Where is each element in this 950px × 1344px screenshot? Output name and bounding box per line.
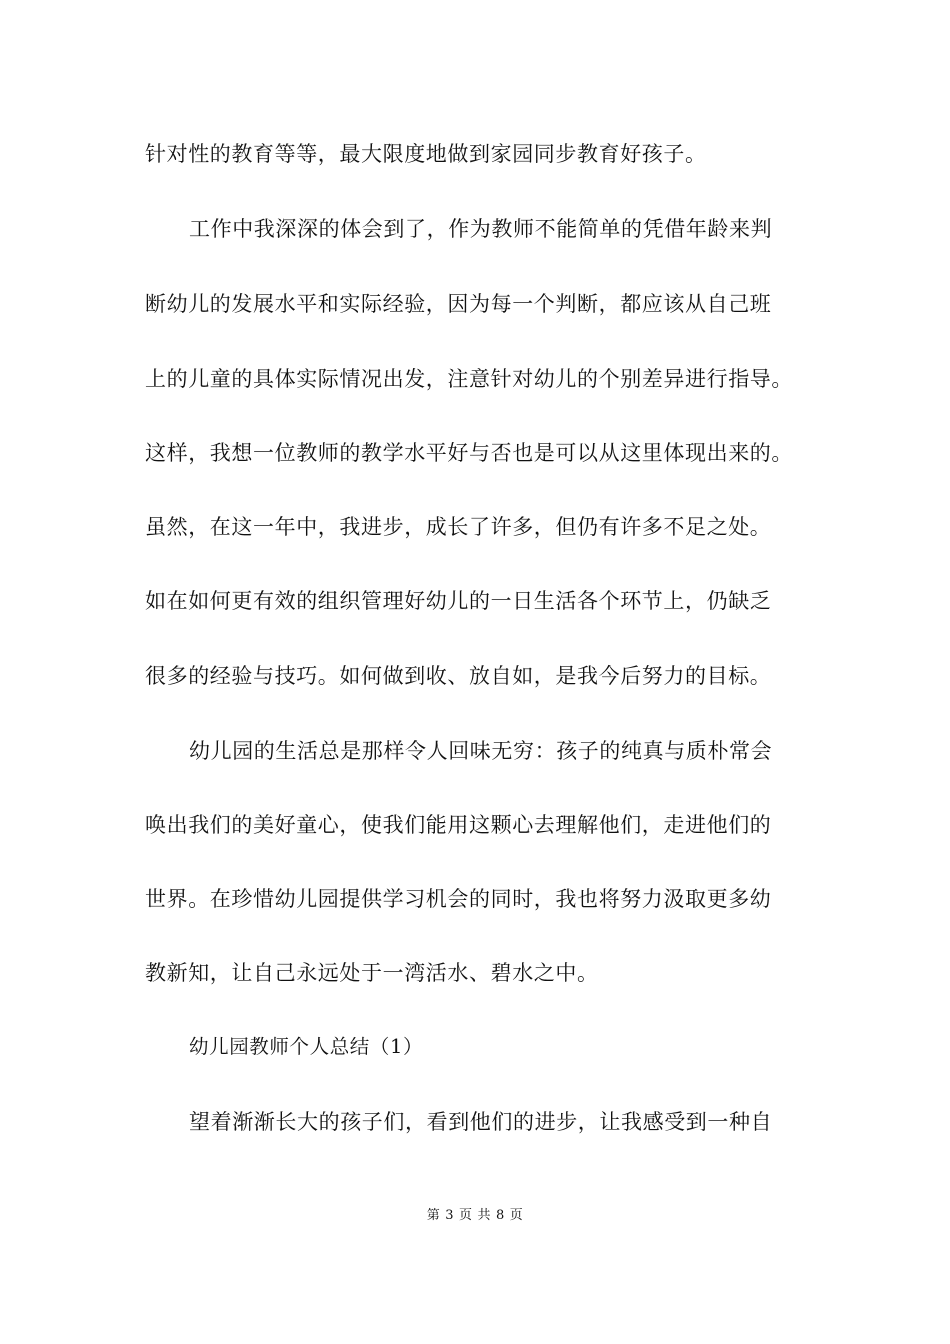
body-text-line: 上的儿童的具体实际情况出发，注意针对幼儿的个别差异进行指导。 <box>145 367 793 391</box>
footer-total-pages: 8 <box>496 1208 505 1223</box>
paragraph-first-line: 工作中我深深的体会到了，作为教师不能简单的凭借年龄来判 <box>189 217 773 241</box>
body-text-line: 针对性的教育等等，最大限度地做到家园同步教育好孩子。 <box>145 142 707 166</box>
body-text-line: 很多的经验与技巧。如何做到收、放自如，是我今后努力的目标。 <box>145 664 772 688</box>
body-text-line: 世界。在珍惜幼儿园提供学习机会的同时，我也将努力汲取更多幼 <box>145 887 772 911</box>
body-text-line: 教新知，让自己永远处于一湾活水、碧水之中。 <box>145 961 599 985</box>
body-text-line: 如在如何更有效的组织管理好幼儿的一日生活各个环节上，仍缺乏 <box>145 589 772 613</box>
section-heading: 幼儿园教师个人总结（1） <box>189 1035 424 1058</box>
footer-total-unit: 页 <box>509 1208 524 1223</box>
body-text-line: 这样，我想一位教师的教学水平好与否也是可以从这里体现出来的。 <box>145 441 793 465</box>
body-text-line: 虽然，在这一年中，我进步，成长了许多，但仍有许多不足之处。 <box>145 515 772 539</box>
footer-current-page: 3 <box>445 1208 454 1223</box>
body-text-line: 断幼儿的发展水平和实际经验，因为每一个判断，都应该从自己班 <box>145 292 772 316</box>
body-text-line: 唤出我们的美好童心，使我们能用这颗心去理解他们，走进他们的 <box>145 813 772 837</box>
paragraph-first-line: 望着渐渐长大的孩子们，看到他们的进步，让我感受到一种自 <box>189 1110 773 1134</box>
page-footer <box>0 1207 950 1225</box>
paragraph-first-line: 幼儿园的生活总是那样令人回味无穷：孩子的纯真与质朴常会 <box>189 739 773 763</box>
footer-total-label: 共 <box>477 1208 492 1223</box>
footer-page-unit: 页 <box>458 1208 473 1223</box>
footer-page-label: 第 <box>426 1208 441 1223</box>
